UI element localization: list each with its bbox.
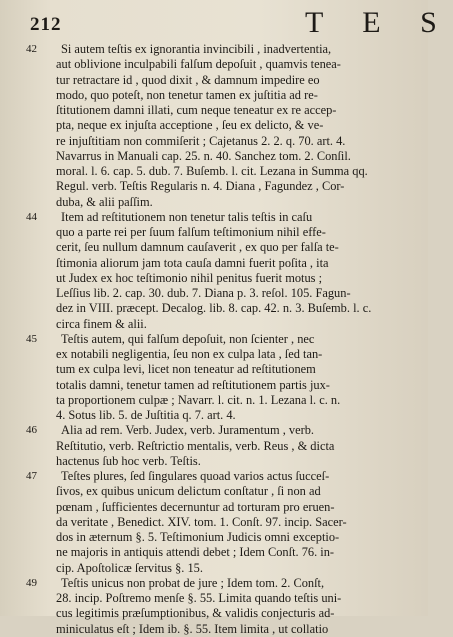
text-line: duba, & alii paſſim. — [56, 194, 153, 209]
text-line: tur retractare id , quod dixit , & damnum impedire eo — [56, 72, 320, 87]
text-line: Teſtis unicus non probat de jure ; Idem tom. 2. Conſt, — [61, 575, 325, 590]
text-line: hactenus ſub hoc verb. Teſtis. — [56, 453, 201, 468]
text-line: Teſtes plures, ſed ſingulares quoad varios actus ſucceſ- — [61, 469, 330, 483]
paragraph-number: 47 — [26, 470, 37, 482]
page-number: 212 — [30, 14, 62, 35]
text-line: miniculatus eſt ; Idem ib. §. 55. Item limita , ut collatio — [56, 621, 329, 636]
text-line: 28. incip. Poſtremo menſe §. 55. Limita quando teſtis uni- — [56, 591, 342, 605]
text-line: pœnam , ſufficientes decernuntur ad torturam pro eruen- — [56, 499, 335, 514]
text-line: Navarrus in Manuali cap. 25. n. 40. Sanchez tom. 2. Conſil. — [56, 148, 351, 163]
text-line: re injuſtitiam non commiſerit ; Cajetanus 2. 2. q. 70. art. 4. — [56, 133, 346, 148]
paragraph-number: 46 — [26, 424, 37, 437]
text-line: da veritate , Benedict. XIV. tom. 1. Conſt. 97. incip. Sacer- — [56, 514, 347, 529]
text-line: pta, neque ex injuſta acceptione , ſeu ex delicto, & ve- — [56, 118, 324, 133]
text-line: modo, quo poteſt, non tenetur tamen ex juſtitia ad re- — [56, 87, 318, 102]
text-line: Teſtis autem, qui falſum depoſuit, non ſcienter , nec — [61, 331, 315, 346]
body-text — [26, 42, 418, 637]
paragraph-42 — [26, 42, 418, 210]
paragraph-number: 45 — [26, 332, 37, 345]
text-line: ut Judex ex hoc teſtimonio nihil penitus fuerit motus ; — [56, 270, 323, 285]
paragraph-44 — [26, 210, 418, 332]
text-line: moral. l. 6. cap. 5. dub. 7. Buſemb. l. cit. Lezana in Summa qq. — [56, 164, 368, 178]
paragraph-49 — [26, 576, 418, 637]
paragraph-45 — [26, 332, 418, 424]
text-line: totalis damni, tenetur tamen ad reſtitutionem partis jux- — [56, 377, 330, 392]
text-line: ſivos, ex quibus unicum delictum conſtatur , ſi non ad — [56, 484, 321, 499]
text-line: Reſtitutio, verb. Reſtrictio mentalis, verb. Reus , & dicta — [56, 438, 335, 453]
paragraph-46 — [26, 423, 418, 469]
text-line: Regul. verb. Teſtis Regularis n. 4. Diana , Fagundez , Cor- — [56, 179, 345, 194]
paragraph-number: 42 — [26, 43, 37, 55]
running-head-word: T E S — [305, 6, 453, 39]
text-line: 4. Sotus lib. 5. de Juſtitia q. 7. art. 4. — [56, 408, 236, 422]
text-line: Item ad reſtitutionem non tenetur talis teſtis in caſu — [61, 209, 313, 224]
text-line: ſtimonia aliorum jam tota cauſa damni fuerit poſita , ita — [56, 255, 329, 270]
paragraph-47 — [26, 469, 418, 576]
text-line: circa finem & alii. — [56, 316, 147, 331]
running-head — [30, 6, 453, 42]
text-line: ne majoris in antiquis attendi debet ; Idem Conſt. 76. in- — [56, 545, 335, 560]
text-line: ex notabili negligentia, ſeu non ex culpa lata , ſed tan- — [56, 347, 323, 361]
text-line: cip. Apoſtolicæ ſervitus §. 15. — [56, 560, 203, 575]
text-line: Leſſius lib. 2. cap. 30. dub. 7. Diana p. 3. reſol. 105. Fagun- — [56, 286, 351, 300]
text-line: Si autem teſtis ex ignorantia invincibili , inadvertentia, — [61, 42, 332, 56]
text-line: quo a parte rei per ſuum falſum teſtimonium nihil effe- — [56, 225, 326, 239]
text-line: tum ex culpa levi, licet non teneatur ad reſtitutionem — [56, 362, 316, 377]
text-line: ſtitutionem damni illati, cum neque teneatur ex re accep- — [56, 103, 337, 117]
text-line: cerit, ſeu nullum damnum cauſaverit , ex quo per falſa te- — [56, 240, 339, 255]
text-line: cus legitimis præſumptionibus, & validis conjecturis ad- — [56, 606, 335, 621]
text-line: Alia ad rem. Verb. Judex, verb. Juramentum , verb. — [61, 423, 315, 438]
paragraph-number: 44 — [26, 210, 37, 223]
text-line: dez in VIII. præcept. Decalog. lib. 8. cap. 42. n. 3. Buſemb. l. c. — [56, 301, 372, 316]
text-line: aut oblivione inculpabili falſum depoſuit , quamvis tenea- — [56, 57, 341, 72]
text-line: dos in æternum §. 5. Teſtimonium Judicis omni exceptio- — [56, 530, 340, 544]
paragraph-number: 49 — [26, 576, 37, 589]
text-line: ta proportionem culpæ ; Navarr. l. cit. n. 1. Lezana l. c. n. — [56, 392, 341, 407]
